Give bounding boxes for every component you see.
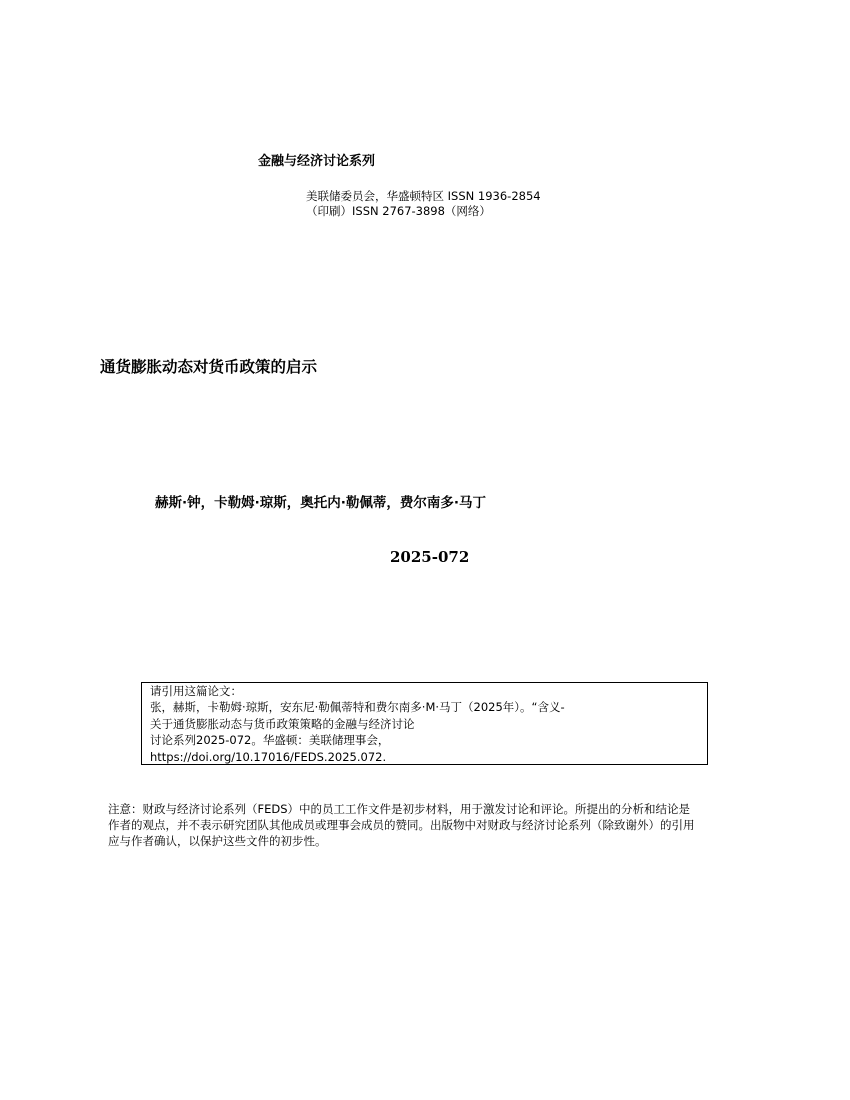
authors: 赫斯·钟，卡勒姆·琼斯，奥托内·勒佩蒂，费尔南多·马丁 <box>155 495 487 511</box>
citation-doi: https://doi.org/10.17016/FEDS.2025.072. <box>150 749 387 764</box>
paper-number: 2025-072 <box>390 548 470 566</box>
citation-line: 关于通货膨胀动态与货币政策策略的金融与经济讨论 <box>150 716 415 731</box>
paper-title: 通货膨胀动态对货币政策的启示 <box>100 358 318 376</box>
note-line: 作者的观点，并不表示研究团队其他成员或理事会成员的赞同。出版物中对财政与经济讨论系列（除致谢外）的引用 <box>108 818 695 832</box>
publisher-line: 美联储委员会，华盛顿特区 ISSN 1936-2854 <box>306 189 541 203</box>
citation-line: 讨论系列2025-072。华盛顿：美联储理事会， <box>150 733 390 748</box>
citation-line: 张，赫斯，卡勒姆·琼斯，安东尼·勒佩蒂特和费尔南多·M·马丁（2025年）。“含义- <box>150 700 565 715</box>
note-line: 应与作者确认，以保护这些文件的初步性。 <box>108 834 327 848</box>
citation-box <box>141 682 708 765</box>
issn-line: （印刷）ISSN 2767-3898（网络） <box>306 204 491 218</box>
note-line: 注意：财政与经济讨论系列（FEDS）中的员工工作文件是初步材料，用于激发讨论和评论。所提出的分析和结论是 <box>108 802 691 816</box>
citation-heading: 请引用这篇论文： <box>150 684 242 698</box>
disclaimer-note <box>108 801 748 849</box>
publisher-info <box>306 189 541 219</box>
series-title: 金融与经济讨论系列 <box>258 154 376 169</box>
